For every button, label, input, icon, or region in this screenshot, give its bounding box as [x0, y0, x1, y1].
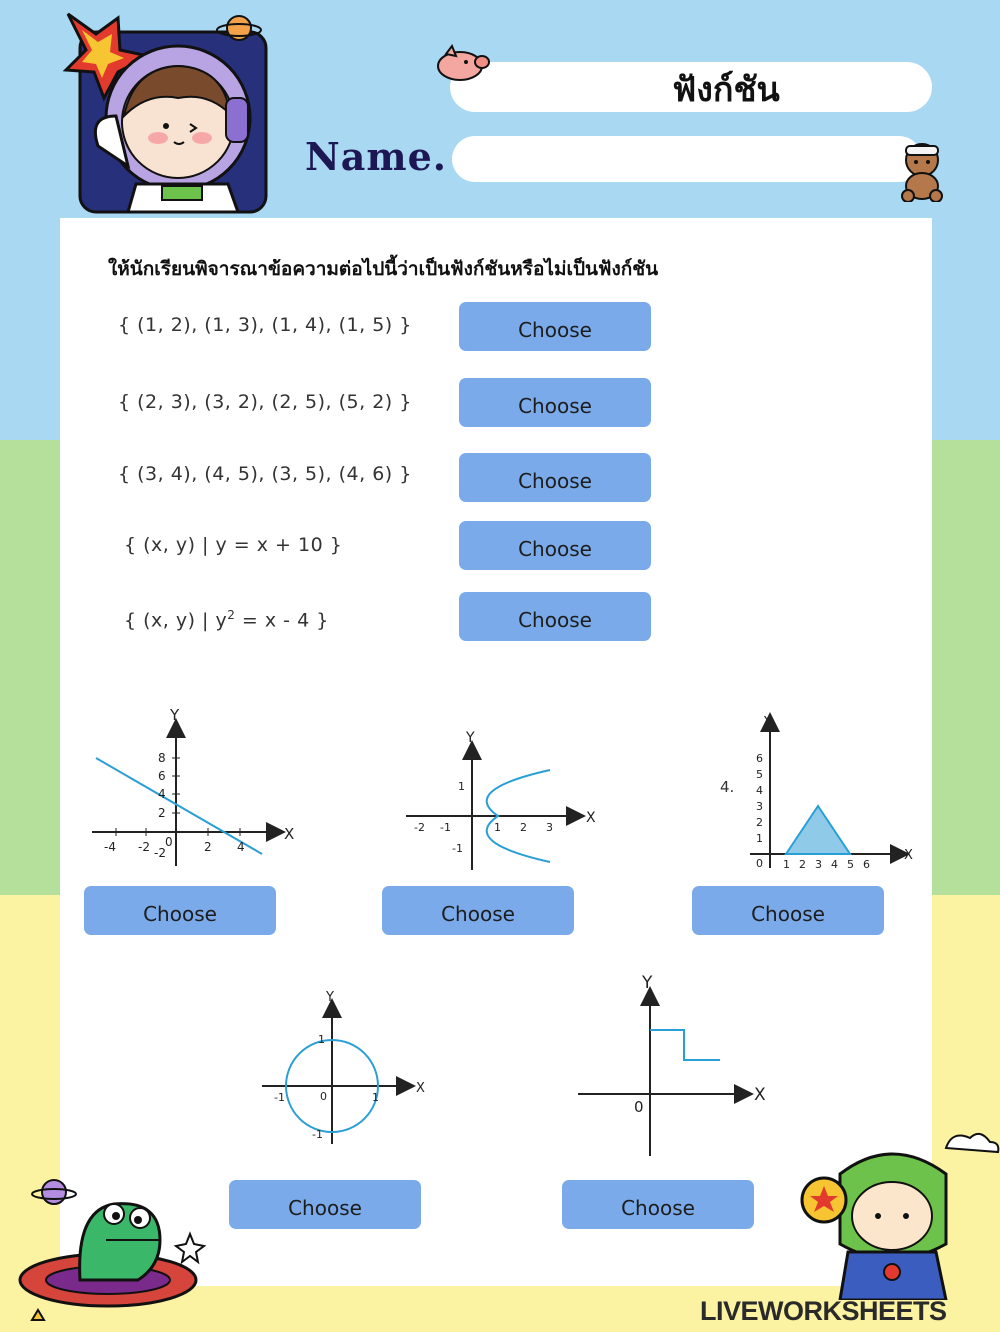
graph-circle-y-tick: -1: [312, 1128, 323, 1141]
set-expression-5: [124, 608, 329, 631]
graph-circle-y-tick: 1: [318, 1033, 325, 1046]
graph-circle-origin: 0: [320, 1090, 327, 1103]
choose-dropdown-3[interactable]: Choose: [459, 453, 651, 502]
choose-dropdown-graph-2[interactable]: Choose: [382, 886, 574, 935]
graph-parabola-x-tick: 1: [494, 821, 501, 834]
graph-line-y-tick: 2: [158, 806, 166, 820]
graph-line-x-tick: -2: [138, 840, 150, 854]
graph-triangle-y-label: Y: [764, 715, 772, 730]
graph-parabola-y-label: Y: [466, 730, 475, 746]
graph-parabola-x-tick: -1: [440, 821, 451, 834]
graph-step: [570, 970, 780, 1160]
graph-parabola-y-tick: -1: [452, 842, 463, 855]
graph-triangle-x-tick: 3: [815, 858, 822, 871]
graph-triangle-y-tick: 5: [756, 768, 763, 781]
graph-triangle-y-tick: 6: [756, 752, 763, 765]
choose-dropdown-graph-3[interactable]: Choose: [692, 886, 884, 935]
liveworksheets-logo-text: LIVEWORKSHEETS: [700, 1296, 947, 1326]
set-expression-2: { (2, 3), (3, 2), (2, 5), (5, 2) }: [118, 391, 412, 413]
set-expression-5-before: { (x, y) | y: [124, 609, 228, 632]
graph-triangle-y-tick: 3: [756, 800, 763, 813]
name-label: Name.: [305, 134, 447, 179]
graph-parabola-x-tick: 2: [520, 821, 527, 834]
graph-parabola-x-tick: 3: [546, 821, 553, 834]
alien-cat-icon: [796, 1124, 1000, 1300]
graph-step-x-label: X: [754, 1085, 766, 1105]
graph-parabola-x-label: X: [586, 810, 596, 826]
graph-line-x-tick: 2: [204, 840, 212, 854]
set-expression-5-after: = x - 4 }: [235, 609, 329, 632]
graph-triangle-x-tick: 6: [863, 858, 870, 871]
graph-triangle: [716, 708, 916, 876]
graph-parabola-y-tick: 1: [458, 780, 465, 793]
choose-dropdown-graph-1[interactable]: Choose: [84, 886, 276, 935]
pig-icon: [434, 44, 492, 84]
graph-triangle-x-tick: 1: [783, 858, 790, 871]
set-expression-5-exponent: 2: [227, 608, 236, 622]
graph-line-x-tick: 4: [237, 840, 245, 854]
graph-triangle-x-tick: 4: [831, 858, 838, 871]
dinosaur-icon: [10, 1170, 210, 1330]
graph-circle-x-tick: 1: [372, 1091, 379, 1104]
graph-triangle-y-tick: 2: [756, 816, 763, 829]
graph-line-y-tick: 6: [158, 769, 166, 783]
choose-dropdown-4[interactable]: Choose: [459, 521, 651, 570]
choose-dropdown-graph-5[interactable]: Choose: [562, 1180, 754, 1229]
graph-step-curve: [650, 1030, 720, 1060]
choose-dropdown-1[interactable]: Choose: [459, 302, 651, 351]
graph-line: [86, 700, 306, 870]
choose-dropdown-5[interactable]: Choose: [459, 592, 651, 641]
graph-triangle-y-tick: 1: [756, 832, 763, 845]
page-title: ฟังก์ชัน: [672, 70, 780, 110]
choose-dropdown-2[interactable]: Choose: [459, 378, 651, 427]
graph-line-x-tick: -4: [104, 840, 116, 854]
graph-triangle-number: 4.: [720, 778, 735, 796]
graph-circle: [254, 986, 434, 1146]
graph-triangle-shape: [786, 806, 850, 854]
graph-line-y-tick: -2: [154, 846, 166, 860]
set-expression-4: { (x, y) | y = x + 10 }: [124, 534, 343, 556]
set-expression-3: { (3, 4), (4, 5), (3, 5), (4, 6) }: [118, 463, 412, 485]
bear-icon: [894, 140, 950, 202]
graph-line-y-tick: 4: [158, 787, 166, 801]
graph-step-y-label: Y: [642, 973, 653, 993]
graph-line-y-tick: 8: [158, 751, 166, 765]
graph-line-origin: 0: [165, 835, 173, 849]
graph-triangle-x-label: X: [904, 848, 913, 863]
planet-icon: [214, 8, 264, 48]
graph-triangle-x-tick: 2: [799, 858, 806, 871]
graph-parabola: [400, 730, 600, 875]
liveworksheets-logo: [700, 1296, 947, 1327]
graph-triangle-origin: 0: [756, 857, 763, 870]
graph-line-y-label: Y: [170, 706, 180, 724]
graph-line-x-label: X: [284, 825, 295, 843]
graph-parabola-x-tick: -2: [414, 821, 425, 834]
graph-circle-x-tick: -1: [274, 1091, 285, 1104]
graph-step-origin: 0: [634, 1098, 644, 1116]
graph-triangle-y-tick: 4: [756, 784, 763, 797]
instructions-text: ให้นักเรียนพิจารณาข้อความต่อไปนี้ว่าเป็นฟังก์ชันหรือไม่เป็นฟังก์ชัน: [108, 258, 659, 280]
graph-triangle-x-tick: 5: [847, 858, 854, 871]
name-field[interactable]: [452, 136, 922, 182]
choose-dropdown-graph-4[interactable]: Choose: [229, 1180, 421, 1229]
graph-circle-x-label: X: [416, 1081, 425, 1096]
graph-circle-y-label: Y: [326, 990, 334, 1005]
set-expression-1: { (1, 2), (1, 3), (1, 4), (1, 5) }: [118, 314, 412, 336]
